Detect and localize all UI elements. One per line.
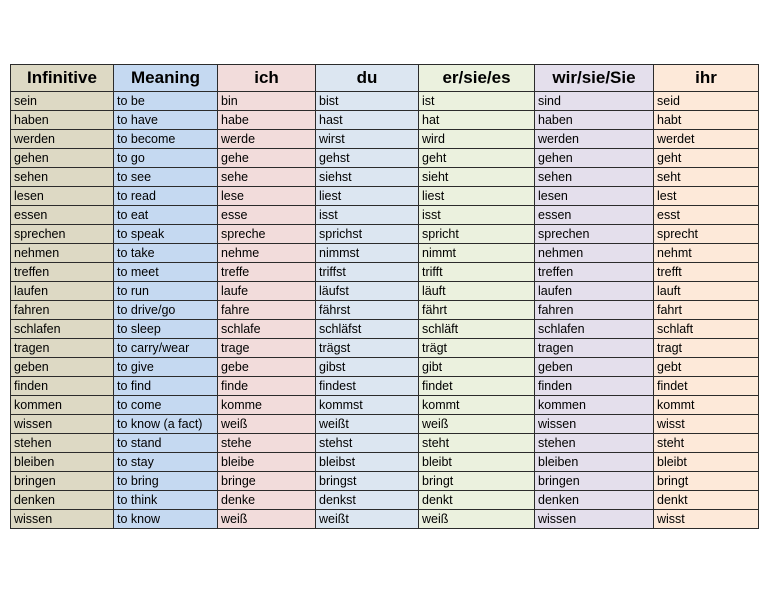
cell-du: läufst [316, 282, 419, 301]
cell-er-sie-es: nimmt [419, 244, 535, 263]
table-row [11, 377, 759, 396]
cell-ich: laufe [218, 282, 316, 301]
table-row [11, 130, 759, 149]
cell-du: sprichst [316, 225, 419, 244]
cell-meaning: to come [114, 396, 218, 415]
cell-meaning: to meet [114, 263, 218, 282]
cell-meaning: to think [114, 491, 218, 510]
cell-er-sie-es: geht [419, 149, 535, 168]
cell-wir-sie-Sie: sehen [535, 168, 654, 187]
cell-infinitive: haben [11, 111, 114, 130]
cell-wir-sie-Sie: nehmen [535, 244, 654, 263]
cell-ich: spreche [218, 225, 316, 244]
conjugation-table [10, 64, 759, 529]
cell-du: gibst [316, 358, 419, 377]
cell-ihr: trefft [654, 263, 759, 282]
cell-ihr: lauft [654, 282, 759, 301]
header-meaning: Meaning [114, 65, 218, 92]
header-row [11, 65, 759, 92]
table-row [11, 244, 759, 263]
cell-wir-sie-Sie: essen [535, 206, 654, 225]
table-row [11, 187, 759, 206]
cell-wir-sie-Sie: lesen [535, 187, 654, 206]
header-infinitive: Infinitive [11, 65, 114, 92]
cell-meaning: to read [114, 187, 218, 206]
cell-er-sie-es: sieht [419, 168, 535, 187]
cell-ich: gehe [218, 149, 316, 168]
table-row [11, 320, 759, 339]
cell-meaning: to sleep [114, 320, 218, 339]
cell-wir-sie-Sie: gehen [535, 149, 654, 168]
cell-wir-sie-Sie: treffen [535, 263, 654, 282]
cell-wir-sie-Sie: finden [535, 377, 654, 396]
cell-wir-sie-Sie: geben [535, 358, 654, 377]
cell-ich: weiß [218, 510, 316, 529]
cell-meaning: to drive/go [114, 301, 218, 320]
cell-wir-sie-Sie: sind [535, 92, 654, 111]
cell-wir-sie-Sie: laufen [535, 282, 654, 301]
cell-infinitive: stehen [11, 434, 114, 453]
cell-ich: gebe [218, 358, 316, 377]
cell-infinitive: wissen [11, 510, 114, 529]
cell-ich: esse [218, 206, 316, 225]
cell-infinitive: laufen [11, 282, 114, 301]
cell-ihr: tragt [654, 339, 759, 358]
cell-infinitive: nehmen [11, 244, 114, 263]
cell-ich: lese [218, 187, 316, 206]
cell-infinitive: denken [11, 491, 114, 510]
cell-ihr: habt [654, 111, 759, 130]
cell-meaning: to have [114, 111, 218, 130]
cell-ich: stehe [218, 434, 316, 453]
cell-ihr: fahrt [654, 301, 759, 320]
cell-du: nimmst [316, 244, 419, 263]
cell-ihr: schlaft [654, 320, 759, 339]
cell-ihr: seid [654, 92, 759, 111]
cell-er-sie-es: fährt [419, 301, 535, 320]
cell-ich: bleibe [218, 453, 316, 472]
cell-er-sie-es: steht [419, 434, 535, 453]
cell-er-sie-es: trägt [419, 339, 535, 358]
table-row [11, 225, 759, 244]
cell-meaning: to speak [114, 225, 218, 244]
cell-er-sie-es: denkt [419, 491, 535, 510]
cell-meaning: to know (a fact) [114, 415, 218, 434]
cell-ich: bin [218, 92, 316, 111]
header-wir-sie-Sie: wir/sie/Sie [535, 65, 654, 92]
cell-er-sie-es: liest [419, 187, 535, 206]
cell-meaning: to find [114, 377, 218, 396]
cell-du: kommst [316, 396, 419, 415]
cell-ihr: wisst [654, 415, 759, 434]
cell-meaning: to stand [114, 434, 218, 453]
table-row [11, 206, 759, 225]
cell-meaning: to stay [114, 453, 218, 472]
table-row [11, 472, 759, 491]
table-row [11, 415, 759, 434]
cell-er-sie-es: ist [419, 92, 535, 111]
cell-meaning: to run [114, 282, 218, 301]
cell-er-sie-es: kommt [419, 396, 535, 415]
table-row [11, 339, 759, 358]
cell-ihr: lest [654, 187, 759, 206]
cell-du: denkst [316, 491, 419, 510]
cell-du: weißt [316, 510, 419, 529]
cell-meaning: to carry/wear [114, 339, 218, 358]
cell-wir-sie-Sie: sprechen [535, 225, 654, 244]
cell-ihr: nehmt [654, 244, 759, 263]
cell-ich: habe [218, 111, 316, 130]
cell-er-sie-es: gibt [419, 358, 535, 377]
cell-er-sie-es: trifft [419, 263, 535, 282]
cell-meaning: to give [114, 358, 218, 377]
cell-infinitive: bleiben [11, 453, 114, 472]
cell-ihr: bleibt [654, 453, 759, 472]
cell-ich: fahre [218, 301, 316, 320]
table-row [11, 396, 759, 415]
cell-ihr: geht [654, 149, 759, 168]
cell-du: siehst [316, 168, 419, 187]
cell-wir-sie-Sie: tragen [535, 339, 654, 358]
table-row [11, 168, 759, 187]
cell-wir-sie-Sie: werden [535, 130, 654, 149]
table-row [11, 92, 759, 111]
cell-infinitive: finden [11, 377, 114, 396]
cell-er-sie-es: isst [419, 206, 535, 225]
cell-du: hast [316, 111, 419, 130]
cell-ihr: werdet [654, 130, 759, 149]
cell-er-sie-es: läuft [419, 282, 535, 301]
cell-du: isst [316, 206, 419, 225]
cell-du: weißt [316, 415, 419, 434]
cell-ihr: denkt [654, 491, 759, 510]
cell-du: bringst [316, 472, 419, 491]
cell-du: findest [316, 377, 419, 396]
cell-infinitive: sein [11, 92, 114, 111]
cell-ich: finde [218, 377, 316, 396]
table-row [11, 510, 759, 529]
cell-infinitive: gehen [11, 149, 114, 168]
cell-du: fährst [316, 301, 419, 320]
cell-wir-sie-Sie: kommen [535, 396, 654, 415]
cell-wir-sie-Sie: bringen [535, 472, 654, 491]
cell-er-sie-es: spricht [419, 225, 535, 244]
cell-ihr: gebt [654, 358, 759, 377]
cell-meaning: to take [114, 244, 218, 263]
cell-ihr: seht [654, 168, 759, 187]
cell-du: wirst [316, 130, 419, 149]
cell-du: trägst [316, 339, 419, 358]
table-row [11, 111, 759, 130]
cell-wir-sie-Sie: fahren [535, 301, 654, 320]
cell-infinitive: tragen [11, 339, 114, 358]
cell-infinitive: schlafen [11, 320, 114, 339]
cell-ihr: kommt [654, 396, 759, 415]
cell-du: stehst [316, 434, 419, 453]
header-du: du [316, 65, 419, 92]
cell-infinitive: fahren [11, 301, 114, 320]
cell-ihr: wisst [654, 510, 759, 529]
header-ihr: ihr [654, 65, 759, 92]
cell-meaning: to eat [114, 206, 218, 225]
cell-ich: bringe [218, 472, 316, 491]
cell-infinitive: treffen [11, 263, 114, 282]
cell-er-sie-es: bringt [419, 472, 535, 491]
table-row [11, 282, 759, 301]
cell-ich: weiß [218, 415, 316, 434]
cell-ihr: esst [654, 206, 759, 225]
cell-wir-sie-Sie: schlafen [535, 320, 654, 339]
cell-wir-sie-Sie: haben [535, 111, 654, 130]
cell-er-sie-es: bleibt [419, 453, 535, 472]
cell-ich: treffe [218, 263, 316, 282]
cell-du: gehst [316, 149, 419, 168]
cell-infinitive: geben [11, 358, 114, 377]
cell-ich: schlafe [218, 320, 316, 339]
cell-infinitive: essen [11, 206, 114, 225]
cell-ich: trage [218, 339, 316, 358]
cell-meaning: to know [114, 510, 218, 529]
cell-infinitive: lesen [11, 187, 114, 206]
cell-er-sie-es: weiß [419, 510, 535, 529]
cell-infinitive: werden [11, 130, 114, 149]
header-ich: ich [218, 65, 316, 92]
table-row [11, 149, 759, 168]
table-header [11, 65, 759, 92]
cell-du: liest [316, 187, 419, 206]
table-row [11, 491, 759, 510]
cell-wir-sie-Sie: wissen [535, 510, 654, 529]
cell-meaning: to bring [114, 472, 218, 491]
cell-du: triffst [316, 263, 419, 282]
cell-infinitive: wissen [11, 415, 114, 434]
cell-wir-sie-Sie: bleiben [535, 453, 654, 472]
table-body [11, 92, 759, 529]
cell-meaning: to go [114, 149, 218, 168]
cell-er-sie-es: weiß [419, 415, 535, 434]
cell-wir-sie-Sie: wissen [535, 415, 654, 434]
cell-er-sie-es: schläft [419, 320, 535, 339]
table-row [11, 358, 759, 377]
table-row [11, 301, 759, 320]
cell-infinitive: sehen [11, 168, 114, 187]
cell-du: schläfst [316, 320, 419, 339]
cell-ihr: bringt [654, 472, 759, 491]
table-row [11, 434, 759, 453]
table-row [11, 453, 759, 472]
table-row [11, 263, 759, 282]
cell-meaning: to become [114, 130, 218, 149]
cell-ihr: findet [654, 377, 759, 396]
cell-wir-sie-Sie: denken [535, 491, 654, 510]
cell-ich: nehme [218, 244, 316, 263]
cell-ihr: steht [654, 434, 759, 453]
cell-meaning: to be [114, 92, 218, 111]
cell-infinitive: sprechen [11, 225, 114, 244]
cell-ich: werde [218, 130, 316, 149]
cell-ich: komme [218, 396, 316, 415]
cell-er-sie-es: wird [419, 130, 535, 149]
cell-meaning: to see [114, 168, 218, 187]
header-er-sie-es: er/sie/es [419, 65, 535, 92]
cell-infinitive: bringen [11, 472, 114, 491]
cell-ich: denke [218, 491, 316, 510]
cell-wir-sie-Sie: stehen [535, 434, 654, 453]
cell-ich: sehe [218, 168, 316, 187]
cell-ihr: sprecht [654, 225, 759, 244]
cell-du: bist [316, 92, 419, 111]
cell-du: bleibst [316, 453, 419, 472]
cell-infinitive: kommen [11, 396, 114, 415]
cell-er-sie-es: hat [419, 111, 535, 130]
cell-er-sie-es: findet [419, 377, 535, 396]
